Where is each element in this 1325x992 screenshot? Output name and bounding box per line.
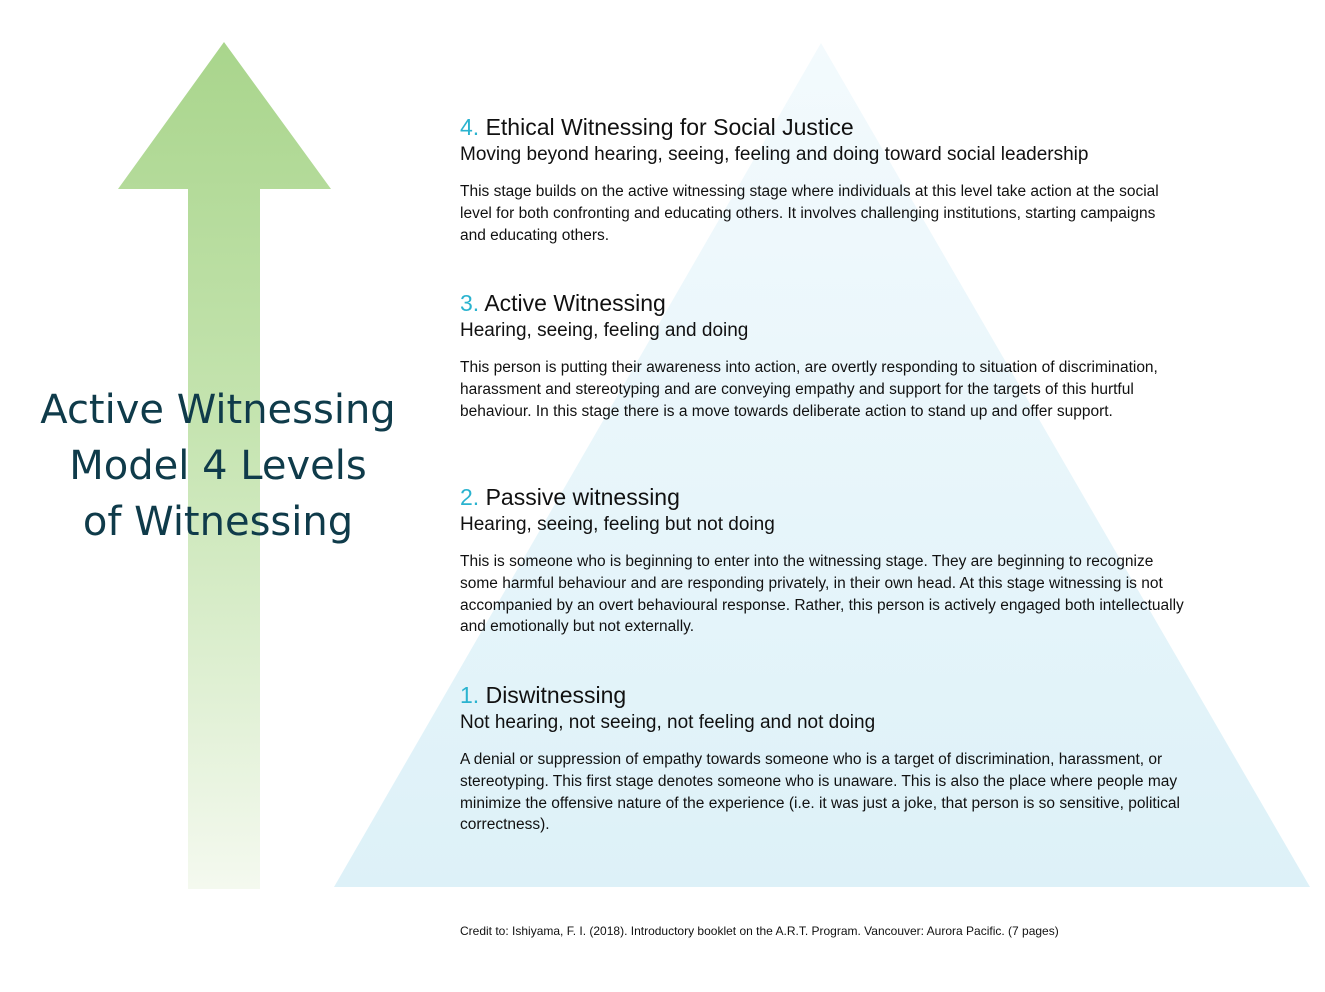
- level-title: Passive witnessing: [485, 484, 680, 510]
- title-line-3: of Witnessing: [82, 499, 354, 545]
- level-subtitle: Hearing, seeing, feeling and doing: [460, 320, 749, 341]
- level-heading: [460, 483, 1200, 511]
- level-subtitle: Moving beyond hearing, seeing, feeling and doing toward social leadership: [460, 144, 1089, 165]
- level-description: This stage builds on the active witnessing stage where individuals at this level take action at the social level for both confronting and educating others. It involves challenging institutions, starting campaigns and educating others.: [460, 183, 1159, 244]
- level-heading: [460, 289, 1200, 317]
- level-number: 2.: [460, 484, 480, 510]
- level-description: This is someone who is beginning to enter into the witnessing stage. They are beginning to recognize some harmful behaviour and are responding privately, in their own head. At this stage witnessing is not accompanied by an overt behavioural response. Rather, this person is actively engaged both intellectually and emotionally but not externally.: [460, 553, 1184, 636]
- level-heading: [460, 113, 1200, 141]
- level-3-block: [460, 289, 1200, 422]
- level-title: Diswitnessing: [485, 682, 627, 708]
- level-2-block: [460, 483, 1200, 638]
- level-subtitle: Hearing, seeing, feeling but not doing: [460, 514, 775, 535]
- level-description: This person is putting their awareness into action, are overtly responding to situation of discrimination, harassment and stereotyping and are conveying empathy and support for the targets of this hurtful behaviour. In this stage there is a move towards deliberate action to stand up and offer support.: [460, 359, 1158, 420]
- credit-line: Credit to: Ishiyama, F. I. (2018). Introductory booklet on the A.R.T. Program. Vancouver: Aurora Pacific. (7 pages): [460, 924, 1059, 938]
- level-title: Active Witnessing: [484, 290, 666, 316]
- level-1-block: [460, 681, 1200, 836]
- title-line-1: Active Witnessing: [40, 387, 396, 433]
- level-description: A denial or suppression of empathy towards someone who is a target of discrimination, harassment, or stereotyping. This first stage denotes someone who is unaware. This is also the place where people may minimize the offensive nature of the experience (i.e. it was just a joke, that person is so sensitive, political correctness).: [460, 751, 1180, 834]
- level-number: 4.: [460, 114, 480, 140]
- level-4-block: [460, 113, 1200, 246]
- title-line-2: Model 4 Levels: [69, 443, 367, 489]
- level-title: Ethical Witnessing for Social Justice: [485, 114, 854, 140]
- level-number: 1.: [460, 682, 480, 708]
- level-heading: [460, 681, 1200, 709]
- level-subtitle: Not hearing, not seeing, not feeling and not doing: [460, 712, 876, 733]
- diagram-title: [28, 382, 408, 550]
- level-number: 3.: [460, 290, 480, 316]
